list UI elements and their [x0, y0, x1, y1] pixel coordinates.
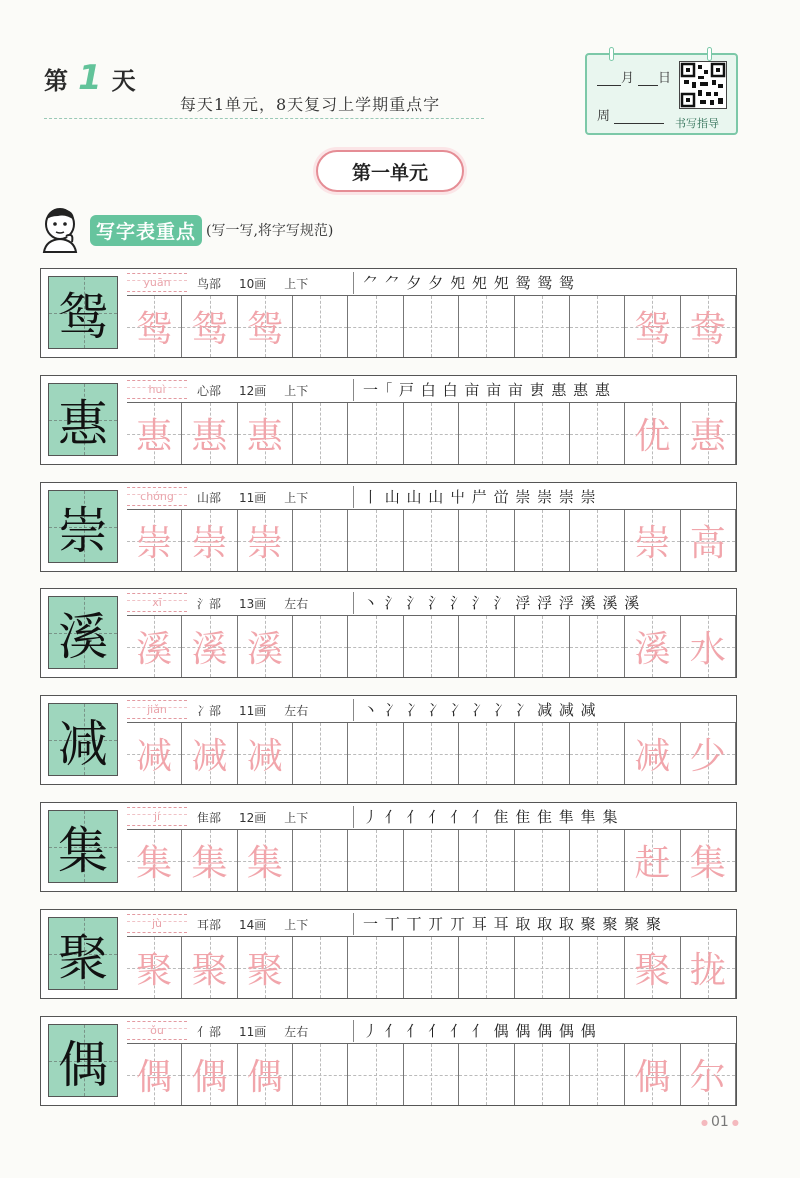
- practice-cell[interactable]: [625, 937, 680, 998]
- day-suffix: 天: [111, 67, 136, 95]
- model-character: 减: [58, 714, 108, 773]
- stroke-count: 10画: [239, 277, 267, 291]
- practice-cell[interactable]: [293, 616, 348, 677]
- structure: 上下: [284, 491, 309, 505]
- info-strip: [127, 696, 736, 723]
- model-character-box: [48, 1024, 118, 1097]
- trace-character: 减: [191, 736, 228, 777]
- character-row: [40, 482, 737, 572]
- practice-grid: [127, 830, 736, 891]
- info-strip: [127, 269, 736, 296]
- practice-cell[interactable]: [182, 403, 237, 464]
- trace-character: 惠: [246, 416, 283, 457]
- practice-cell[interactable]: [515, 403, 570, 464]
- trace-character: [570, 296, 624, 357]
- practice-cell[interactable]: [238, 403, 293, 464]
- unit-title: 第一单元: [316, 150, 464, 192]
- practice-cell[interactable]: [570, 1044, 625, 1105]
- practice-cell[interactable]: [127, 510, 182, 571]
- practice-cell[interactable]: [182, 1044, 237, 1105]
- practice-cell[interactable]: [681, 616, 736, 677]
- divider: [353, 1020, 354, 1042]
- character-row: [40, 909, 737, 999]
- info-strip: [127, 483, 736, 510]
- trace-character: 集: [246, 843, 283, 884]
- header-divider: [44, 118, 484, 119]
- trace-character: 崇: [191, 523, 228, 564]
- trace-character: 偶: [246, 1057, 283, 1098]
- practice-cell[interactable]: [348, 403, 403, 464]
- week-blank[interactable]: [614, 112, 664, 124]
- trace-character: 集: [689, 843, 726, 884]
- practice-cell[interactable]: [404, 403, 459, 464]
- trace-character: [404, 830, 458, 891]
- practice-cell[interactable]: [404, 616, 459, 677]
- trace-character: [404, 937, 458, 998]
- trace-character: [293, 296, 347, 357]
- trace-character: [570, 937, 624, 998]
- trace-character: [515, 616, 569, 677]
- trace-character: 偶: [136, 1057, 173, 1098]
- practice-cell[interactable]: [459, 403, 514, 464]
- trace-character: 溪: [634, 629, 671, 670]
- practice-cell[interactable]: [182, 296, 237, 357]
- divider: [353, 913, 354, 935]
- divider: [353, 486, 354, 508]
- practice-cell[interactable]: [182, 723, 237, 784]
- stroke-count: 12画: [239, 384, 267, 398]
- character-row: [40, 588, 737, 678]
- character-row: [40, 802, 737, 892]
- trace-character: 减: [246, 736, 283, 777]
- structure: 上下: [284, 918, 309, 932]
- practice-cell[interactable]: [570, 403, 625, 464]
- practice-cell[interactable]: [293, 937, 348, 998]
- structure: 左右: [284, 597, 309, 611]
- radical: 山部: [197, 491, 222, 505]
- trace-character: 集: [136, 843, 173, 884]
- radical: 耳部: [197, 918, 222, 932]
- practice-cell[interactable]: [404, 510, 459, 571]
- trace-character: [515, 403, 569, 464]
- trace-character: 崇: [246, 523, 283, 564]
- practice-cell[interactable]: [459, 937, 514, 998]
- trace-character: 赶: [634, 843, 671, 884]
- trace-character: 鸳: [136, 309, 173, 350]
- practice-grid: [127, 1044, 736, 1105]
- practice-cell[interactable]: [459, 616, 514, 677]
- trace-character: [348, 510, 402, 571]
- trace-character: [515, 510, 569, 571]
- practice-cell[interactable]: [570, 296, 625, 357]
- stroke-count: 14画: [239, 918, 267, 932]
- trace-character: [293, 510, 347, 571]
- practice-cell[interactable]: [459, 723, 514, 784]
- practice-cell[interactable]: [625, 616, 680, 677]
- practice-grid: [127, 403, 736, 464]
- radical: 鸟部: [197, 277, 222, 291]
- practice-cell[interactable]: [182, 616, 237, 677]
- practice-cell[interactable]: [404, 937, 459, 998]
- trace-character: [515, 296, 569, 357]
- stroke-count: 11画: [239, 1025, 267, 1039]
- stroke-order: 丶 冫 冫 冫 冫 冫 冫 冫 减 减 减: [363, 701, 597, 719]
- trace-character: [293, 830, 347, 891]
- practice-cell[interactable]: [404, 830, 459, 891]
- practice-cell[interactable]: [127, 830, 182, 891]
- character-meta: [197, 702, 326, 719]
- trace-character: [293, 1044, 347, 1105]
- practice-cell[interactable]: [459, 296, 514, 357]
- trace-character: 拢: [689, 950, 726, 991]
- pinyin-field[interactable]: chóng: [127, 487, 187, 506]
- pinyin-field[interactable]: yuān: [127, 273, 187, 292]
- model-character-box: [48, 276, 118, 349]
- practice-cell[interactable]: [293, 830, 348, 891]
- practice-cell[interactable]: [515, 937, 570, 998]
- practice-cell[interactable]: [681, 1044, 736, 1105]
- trace-character: [515, 1044, 569, 1105]
- trace-character: 溪: [191, 629, 228, 670]
- practice-cell[interactable]: [681, 296, 736, 357]
- practice-cell[interactable]: [348, 1044, 403, 1105]
- practice-cell[interactable]: [404, 296, 459, 357]
- section-label: 写字表重点: [90, 215, 202, 246]
- trace-character: 聚: [191, 950, 228, 991]
- stroke-count: 12画: [239, 811, 267, 825]
- trace-character: [293, 616, 347, 677]
- trace-character: [404, 403, 458, 464]
- trace-character: 鸳: [634, 309, 671, 350]
- trace-character: [293, 937, 347, 998]
- divider: [353, 699, 354, 721]
- stroke-count: 11画: [239, 491, 267, 505]
- model-character: 集: [58, 821, 108, 880]
- practice-cell[interactable]: [459, 510, 514, 571]
- character-row: [40, 268, 737, 358]
- radical: 心部: [197, 384, 222, 398]
- practice-cell[interactable]: [293, 1044, 348, 1105]
- practice-cell[interactable]: [625, 723, 680, 784]
- practice-cell[interactable]: [293, 510, 348, 571]
- model-character-box: [48, 490, 118, 563]
- stroke-order: 丶 氵 氵 氵 氵 氵 氵 浮 浮 浮 溪 溪 溪: [363, 594, 641, 612]
- trace-character: 惠: [136, 416, 173, 457]
- character-meta: [197, 1023, 326, 1040]
- trace-character: [348, 296, 402, 357]
- trace-character: [459, 830, 513, 891]
- practice-cell[interactable]: [127, 616, 182, 677]
- trace-character: [570, 616, 624, 677]
- structure: 上下: [284, 277, 309, 291]
- practice-cell[interactable]: [459, 1044, 514, 1105]
- trace-character: [459, 1044, 513, 1105]
- practice-cell[interactable]: [515, 296, 570, 357]
- practice-cell[interactable]: [127, 403, 182, 464]
- trace-character: 鸳: [191, 309, 228, 350]
- trace-character: [459, 616, 513, 677]
- trace-character: 聚: [136, 950, 173, 991]
- info-strip: [127, 910, 736, 937]
- structure: 上下: [284, 811, 309, 825]
- divider: [353, 806, 354, 828]
- character-meta: [197, 489, 326, 506]
- practice-cell[interactable]: [238, 830, 293, 891]
- model-character: 聚: [58, 928, 108, 987]
- trace-character: 溪: [136, 629, 173, 670]
- practice-cell[interactable]: [127, 1044, 182, 1105]
- trace-character: [404, 616, 458, 677]
- practice-cell[interactable]: [515, 1044, 570, 1105]
- practice-cell[interactable]: [348, 937, 403, 998]
- divider: [353, 272, 354, 294]
- trace-character: 高: [689, 523, 726, 564]
- trace-character: 崇: [634, 523, 671, 564]
- practice-cell[interactable]: [238, 723, 293, 784]
- practice-cell[interactable]: [348, 723, 403, 784]
- trace-character: [348, 616, 402, 677]
- trace-character: [570, 510, 624, 571]
- ring-icon: [609, 47, 614, 61]
- info-strip: [127, 1017, 736, 1044]
- practice-cell[interactable]: [681, 403, 736, 464]
- practice-cell[interactable]: [238, 510, 293, 571]
- section-heading: [36, 206, 333, 254]
- trace-character: [515, 937, 569, 998]
- practice-grid: [127, 723, 736, 784]
- practice-grid: [127, 510, 736, 571]
- trace-character: [570, 403, 624, 464]
- trace-character: [348, 1044, 402, 1105]
- trace-character: [459, 937, 513, 998]
- practice-cell[interactable]: [681, 510, 736, 571]
- practice-cell[interactable]: [182, 937, 237, 998]
- trace-character: 少: [689, 736, 726, 777]
- divider: [353, 379, 354, 401]
- trace-character: [570, 723, 624, 784]
- trace-character: [404, 296, 458, 357]
- stroke-order: 丿 亻 亻 亻 亻 亻 偶 偶 偶 偶 偶: [363, 1022, 597, 1040]
- character-meta: [197, 595, 326, 612]
- info-strip: [127, 589, 736, 616]
- trace-character: 减: [136, 736, 173, 777]
- practice-grid: [127, 296, 736, 357]
- character-meta: [197, 275, 326, 292]
- practice-cell[interactable]: [348, 510, 403, 571]
- pinyin-field[interactable]: jiǎn: [127, 700, 187, 719]
- trace-character: [404, 510, 458, 571]
- trace-character: [293, 723, 347, 784]
- month-label: 月: [621, 71, 635, 86]
- model-character: 崇: [58, 501, 108, 560]
- practice-cell[interactable]: [404, 723, 459, 784]
- practice-cell[interactable]: [348, 616, 403, 677]
- trace-character: 偶: [191, 1057, 228, 1098]
- practice-cell[interactable]: [681, 830, 736, 891]
- practice-cell[interactable]: [681, 937, 736, 998]
- pinyin-field[interactable]: jí: [127, 807, 187, 826]
- trace-character: 惠: [191, 416, 228, 457]
- section-note: (写一写,将字写规范): [206, 223, 334, 239]
- character-meta: [197, 382, 326, 399]
- stroke-order: ⺈ ⺈ 夕 夕 夗 夗 夗 鸳 鸳 鸳: [363, 274, 575, 292]
- structure: 上下: [284, 384, 309, 398]
- pinyin-field[interactable]: xī: [127, 593, 187, 612]
- trace-character: 聚: [246, 950, 283, 991]
- trace-character: 聚: [634, 950, 671, 991]
- page-number: ● 01 ●: [698, 1114, 742, 1130]
- practice-cell[interactable]: [182, 830, 237, 891]
- character-meta: [197, 809, 326, 826]
- practice-cell[interactable]: [515, 830, 570, 891]
- practice-cell[interactable]: [293, 403, 348, 464]
- trace-character: [459, 510, 513, 571]
- character-meta: [197, 916, 326, 933]
- structure: 左右: [284, 704, 309, 718]
- practice-cell[interactable]: [238, 616, 293, 677]
- practice-cell[interactable]: [459, 830, 514, 891]
- trace-character: [404, 723, 458, 784]
- trace-character: 崇: [136, 523, 173, 564]
- trace-character: [515, 830, 569, 891]
- week-row: [597, 105, 664, 124]
- model-character-box: [48, 810, 118, 883]
- month-blank[interactable]: [597, 74, 621, 86]
- practice-cell[interactable]: [127, 296, 182, 357]
- practice-cell[interactable]: [182, 510, 237, 571]
- trace-character: 集: [191, 843, 228, 884]
- day-prefix: 第: [44, 67, 68, 95]
- practice-cell[interactable]: [570, 616, 625, 677]
- stroke-order: 一 ｢ 戸 白 白 亩 亩 亩 叀 惠 惠 惠: [363, 381, 611, 399]
- trace-character: [348, 723, 402, 784]
- model-character: 鸳: [58, 287, 108, 346]
- pinyin-field[interactable]: huì: [127, 380, 187, 399]
- model-character: 惠: [58, 394, 108, 453]
- stroke-order: 丨 山 山 山 屮 屵 峃 崇 崇 崇 崇: [363, 488, 597, 506]
- week-label: 周: [597, 109, 611, 124]
- model-character-box: [48, 596, 118, 669]
- character-row: [40, 1016, 737, 1106]
- trace-character: 优: [634, 416, 671, 457]
- practice-cell[interactable]: [625, 296, 680, 357]
- practice-cell[interactable]: [238, 296, 293, 357]
- radical: 亻部: [197, 1025, 222, 1039]
- practice-cell[interactable]: [570, 937, 625, 998]
- practice-cell[interactable]: [625, 510, 680, 571]
- trace-character: 偶: [634, 1057, 671, 1098]
- character-row: [40, 375, 737, 465]
- model-character: 偶: [58, 1035, 108, 1094]
- qr-code-icon[interactable]: [679, 61, 727, 109]
- day-label: 日: [658, 71, 672, 86]
- practice-cell[interactable]: [515, 616, 570, 677]
- model-character: 溪: [58, 607, 108, 666]
- structure: 左右: [284, 1025, 309, 1039]
- practice-cell[interactable]: [348, 830, 403, 891]
- practice-cell[interactable]: [293, 296, 348, 357]
- day-title: [44, 58, 136, 98]
- date-card: [585, 53, 738, 135]
- model-character-box: [48, 917, 118, 990]
- divider: [353, 592, 354, 614]
- practice-cell[interactable]: [570, 723, 625, 784]
- date-row: [597, 67, 671, 86]
- info-strip: [127, 803, 736, 830]
- practice-cell[interactable]: [570, 830, 625, 891]
- practice-cell[interactable]: [127, 937, 182, 998]
- practice-cell[interactable]: [127, 723, 182, 784]
- character-row: [40, 695, 737, 785]
- trace-character: [404, 1044, 458, 1105]
- practice-grid: [127, 937, 736, 998]
- trace-character: 水: [689, 629, 726, 670]
- practice-cell[interactable]: [625, 403, 680, 464]
- practice-cell[interactable]: [625, 830, 680, 891]
- day-number: 1: [78, 58, 102, 98]
- day-blank[interactable]: [638, 74, 658, 86]
- model-character-box: [48, 383, 118, 456]
- trace-character: [348, 937, 402, 998]
- info-strip: [127, 376, 736, 403]
- practice-cell[interactable]: [238, 1044, 293, 1105]
- trace-character: [459, 403, 513, 464]
- trace-character: [293, 403, 347, 464]
- pinyin-field[interactable]: ǒu: [127, 1021, 187, 1040]
- radical: 冫部: [197, 704, 222, 718]
- pinyin-field[interactable]: jù: [127, 914, 187, 933]
- trace-character: 溪: [246, 629, 283, 670]
- practice-cell[interactable]: [293, 723, 348, 784]
- trace-character: 鸳: [246, 309, 283, 350]
- radical: 隹部: [197, 811, 222, 825]
- practice-cell[interactable]: [515, 723, 570, 784]
- practice-grid: [127, 616, 736, 677]
- trace-character: 鸯: [689, 309, 726, 350]
- trace-character: [515, 723, 569, 784]
- practice-cell[interactable]: [681, 723, 736, 784]
- stroke-count: 13画: [239, 597, 267, 611]
- stroke-count: 11画: [239, 704, 267, 718]
- trace-character: [459, 296, 513, 357]
- model-character-box: [48, 703, 118, 776]
- stroke-order: 丿 亻 亻 亻 亻 亻 隹 隹 隹 隼 隼 集: [363, 808, 619, 826]
- practice-cell[interactable]: [238, 937, 293, 998]
- trace-character: [570, 1044, 624, 1105]
- subtitle: 每天1单元，8天复习上学期重点字: [179, 95, 441, 114]
- ring-icon: [707, 47, 712, 61]
- qr-caption: 书写指导: [675, 117, 719, 130]
- trace-character: [570, 830, 624, 891]
- practice-cell[interactable]: [404, 1044, 459, 1105]
- boy-thinking-icon: [36, 206, 86, 254]
- trace-character: 尔: [689, 1057, 726, 1098]
- practice-cell[interactable]: [515, 510, 570, 571]
- stroke-order: 一 丅 丅 丌 丌 耳 耳 取 取 取 聚 聚 聚 聚: [363, 915, 662, 933]
- trace-character: 惠: [689, 416, 726, 457]
- practice-cell[interactable]: [625, 1044, 680, 1105]
- practice-cell[interactable]: [570, 510, 625, 571]
- radical: 氵部: [197, 597, 222, 611]
- trace-character: [348, 830, 402, 891]
- trace-character: [348, 403, 402, 464]
- trace-character: [459, 723, 513, 784]
- practice-cell[interactable]: [348, 296, 403, 357]
- trace-character: 减: [634, 736, 671, 777]
